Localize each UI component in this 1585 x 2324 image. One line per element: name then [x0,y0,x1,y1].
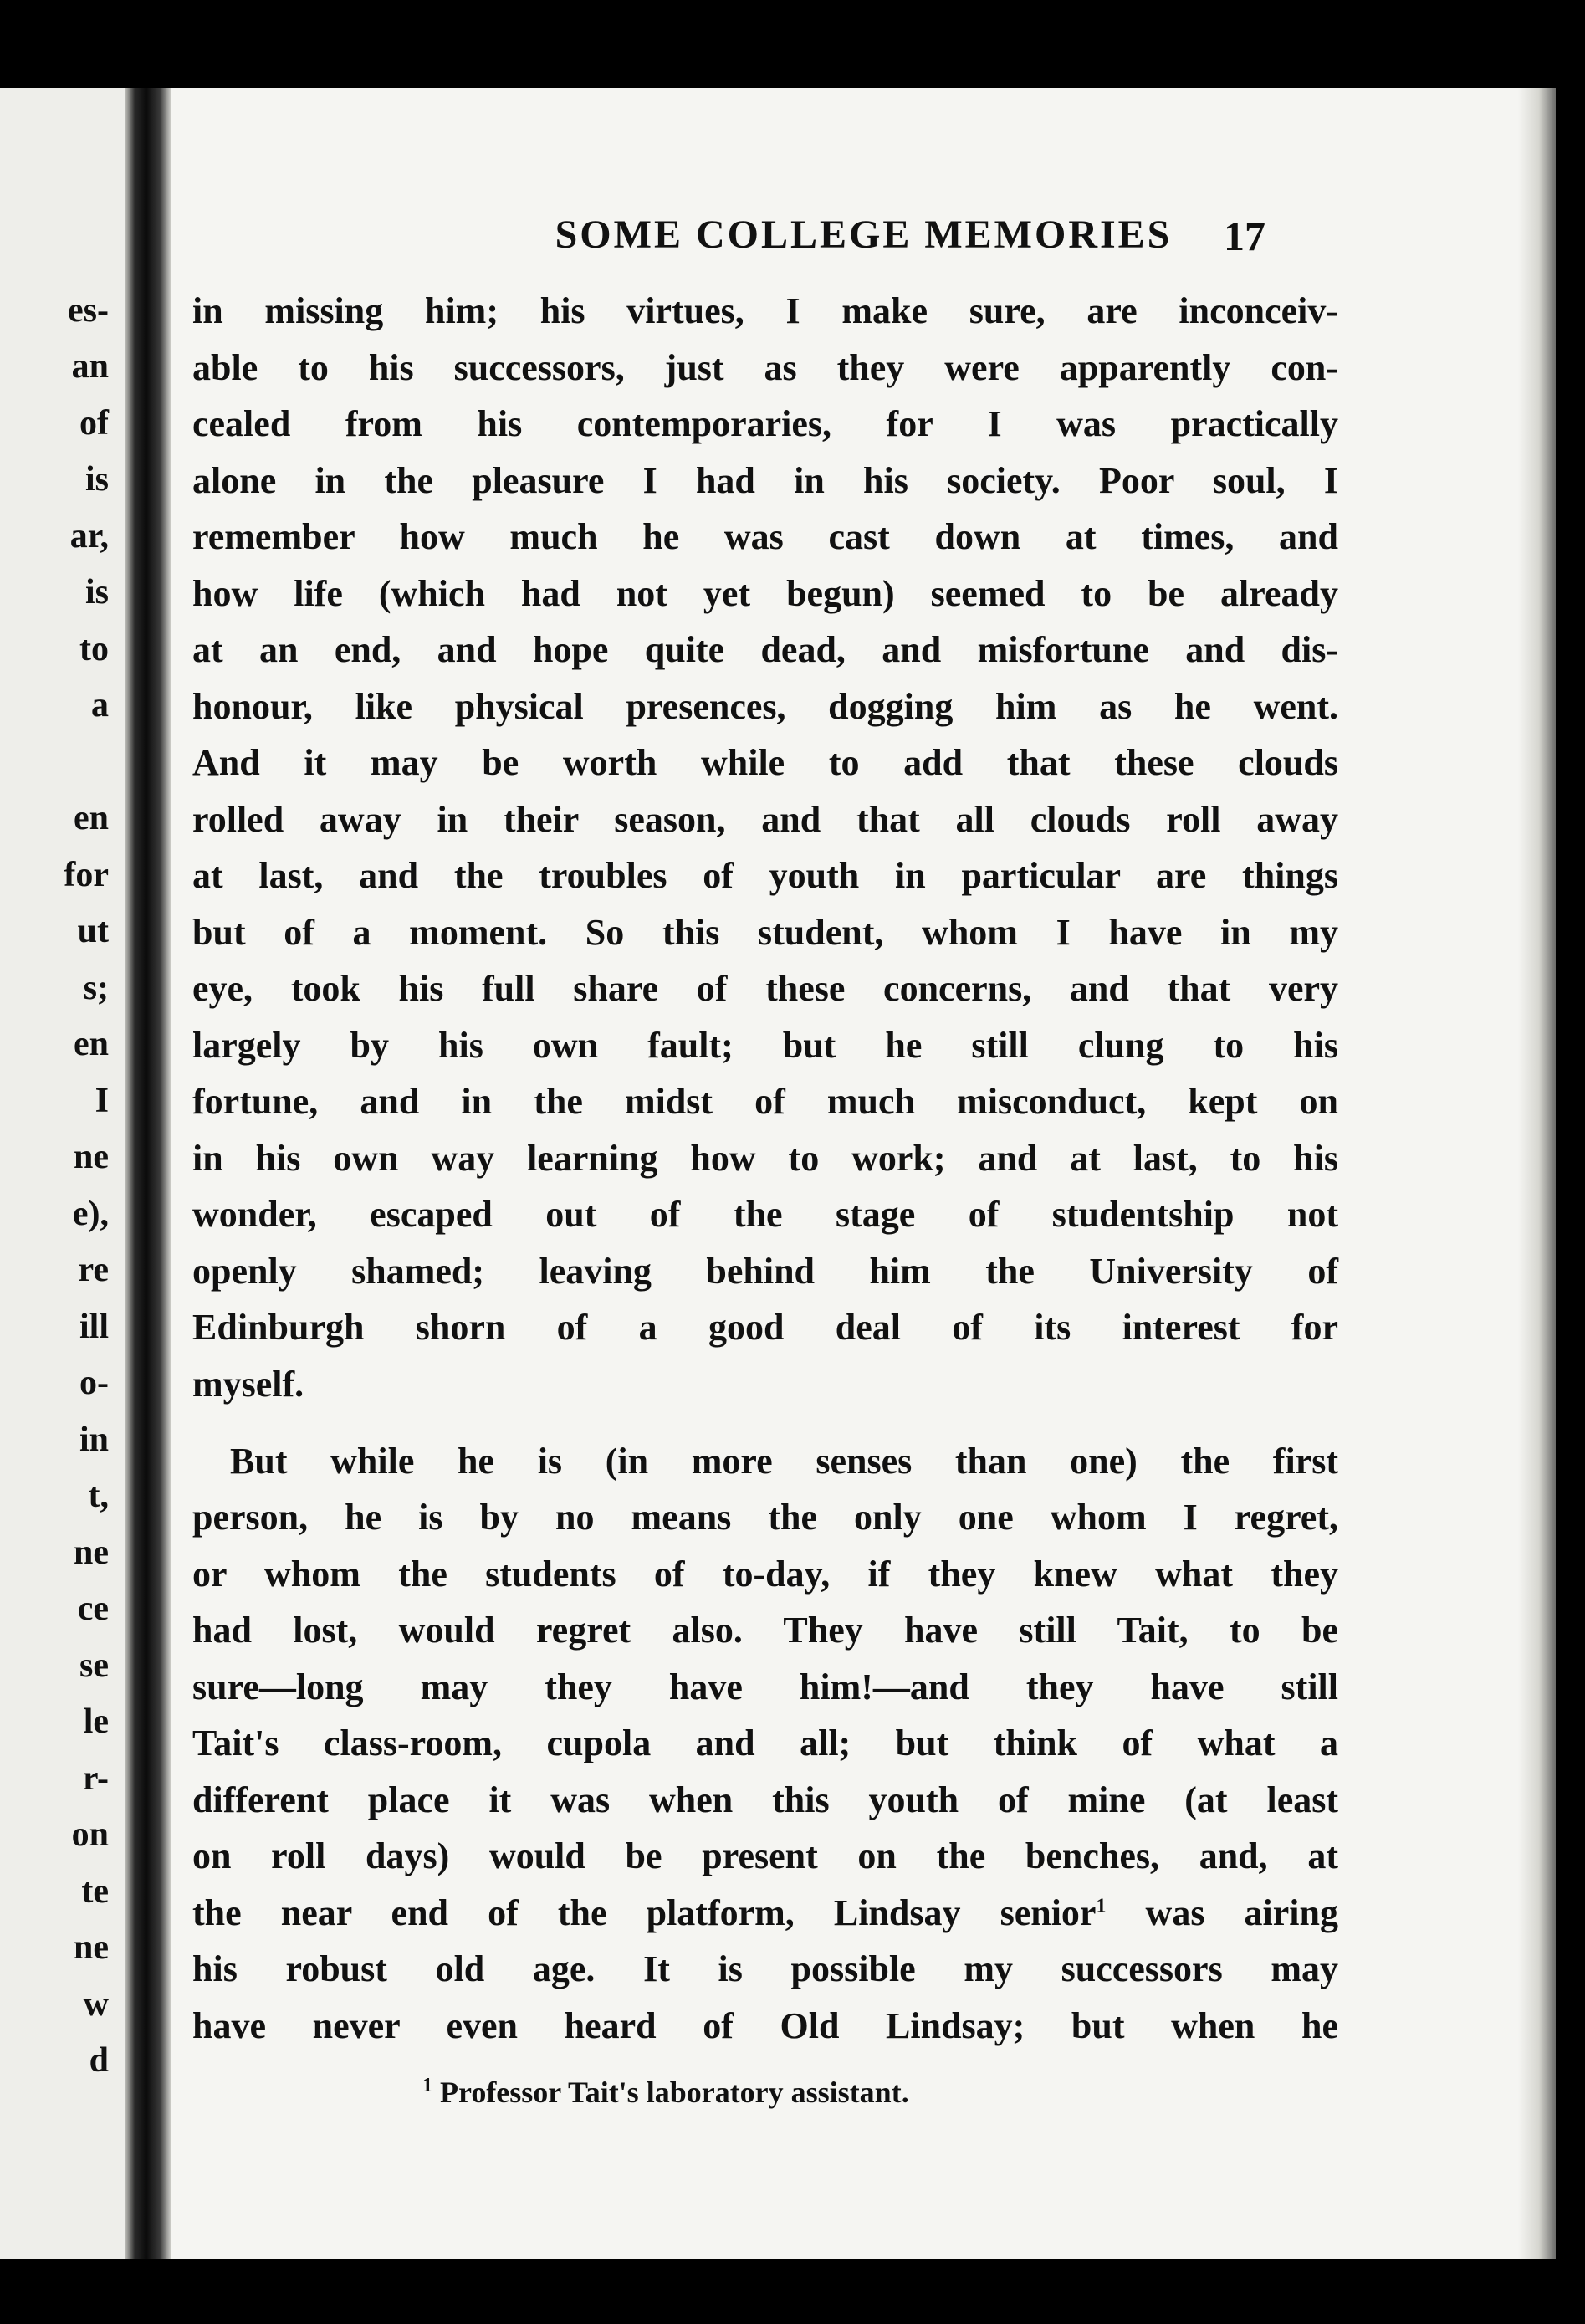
facing-page-word: ne [74,1533,109,1572]
facing-page-word: o- [79,1364,109,1402]
facing-page-word: is [84,460,109,499]
facing-page-word: en [74,799,109,837]
facing-page-word: a [91,686,109,724]
facing-page-word: en [74,1025,109,1063]
text-line: in his own way learning how to work; and at last, to his [192,1138,1338,1179]
text-line: how life (which had not yet begun) seemed to be already [192,573,1338,614]
facing-page-word: te [81,1872,109,1911]
text-line: the near end of the platform, Lindsay senior [192,1892,1097,1933]
text-line: And it may be worth while to add that these clouds [192,742,1338,783]
text-line: But while he is (in more senses than one) the first [230,1441,1338,1482]
text-line: person, he is by no means the only one whom I regret, [192,1497,1338,1538]
facing-page-word: s; [83,969,109,1007]
page-edge-shadow [1518,88,1556,2259]
text-line: had lost, would regret also. They have still Tait, to be [192,1610,1338,1651]
text-line: at last, and the troubles of youth in particular are things [192,855,1338,896]
text-line: in missing him; his virtues, I make sure, are inconceiv- [192,290,1338,331]
text-line: eye, took his full share of these concerns, and that very [192,968,1338,1009]
text-line: have never even heard of Old Lindsay; but when he [192,2005,1338,2046]
scan-border-top [0,0,1585,88]
facing-page-word: ne [74,1138,109,1176]
text-line: on roll days) would be present on the benches, and, at [192,1835,1338,1876]
scan-border-right [1556,0,1585,2324]
text-line: honour, like physical presences, dogging him as he went. [192,686,1338,727]
text-line: at an end, and hope quite dead, and misfortune and dis- [192,629,1338,670]
facing-page-word: w [83,1985,109,2024]
text-line: sure—long may they have him!—and they have still [192,1666,1338,1707]
text-line: different place it was when this youth of mine (at least [192,1779,1338,1820]
facing-page-word: se [79,1646,109,1685]
facing-page-word: an [71,347,109,386]
facing-page-word: in [79,1421,109,1459]
facing-page-word: r- [82,1759,109,1798]
facing-page-word: re [78,1251,109,1289]
text-line: cealed from his contemporaries, for I was practically [192,403,1338,444]
book-gutter [125,88,171,2259]
facing-page-fragment [0,88,125,2259]
footnote-reference: 1 [1096,1895,1107,1917]
scan-border-bottom [0,2259,1585,2324]
footnote-text: Professor Tait's laboratory assistant. [432,2076,909,2109]
facing-page-word: e), [72,1195,109,1233]
text-line: Tait's class-room, cupola and all; but think of what a [192,1723,1338,1763]
footnote [422,2075,1175,2110]
facing-page-word: ne [74,1928,109,1967]
facing-page-word: ar, [69,517,109,555]
text-line: his robust old age. It is possible my successors may [192,1948,1338,1989]
text-line: Edinburgh shorn of a good deal of its interest for [192,1307,1338,1348]
text-line: fortune, and in the midst of much misconduct, kept on [192,1081,1338,1122]
footnote-marker: 1 [422,2075,432,2096]
facing-page-word: of [79,404,109,443]
text-line-with-footnote-ref [192,1892,1338,1933]
text-line: remember how much he was cast down at times, and [192,516,1338,557]
facing-page-word: on [71,1815,109,1854]
facing-page-word: t, [88,1477,109,1515]
text-line: openly shamed; leaving behind him the University of [192,1251,1338,1292]
text-line: able to his successors, just as they were apparently con- [192,347,1338,388]
facing-page-word: ill [79,1308,109,1346]
facing-page-word: es- [68,291,109,330]
body-text [171,88,1556,2259]
text-line: wonder, escaped out of the stage of studentship not [192,1194,1338,1235]
facing-page-word: to [79,630,109,668]
text-line: rolled away in their season, and that all clouds roll away [192,799,1338,840]
text-line: alone in the pleasure I had in his society. Poor soul, I [192,460,1338,501]
text-line: or whom the students of to-day, if they knew what they [192,1554,1338,1595]
book-page [171,88,1556,2259]
facing-page-word: ce [77,1589,109,1628]
facing-page-word: for [64,856,109,894]
facing-page-word: d [89,2041,109,2080]
facing-page-word: ut [77,912,109,950]
page-number: 17 [1224,212,1265,259]
facing-page-word: le [83,1702,109,1741]
running-head: SOME COLLEGE MEMORIES [555,212,1173,257]
facing-page-word: I [95,1082,109,1120]
text-line: largely by his own fault; but he still clung to his [192,1025,1338,1066]
text-line-tail: was airing [1106,1892,1338,1933]
facing-page-word: is [84,573,109,612]
text-line: but of a moment. So this student, whom I have in my [192,912,1338,953]
text-line: myself. [192,1364,304,1405]
